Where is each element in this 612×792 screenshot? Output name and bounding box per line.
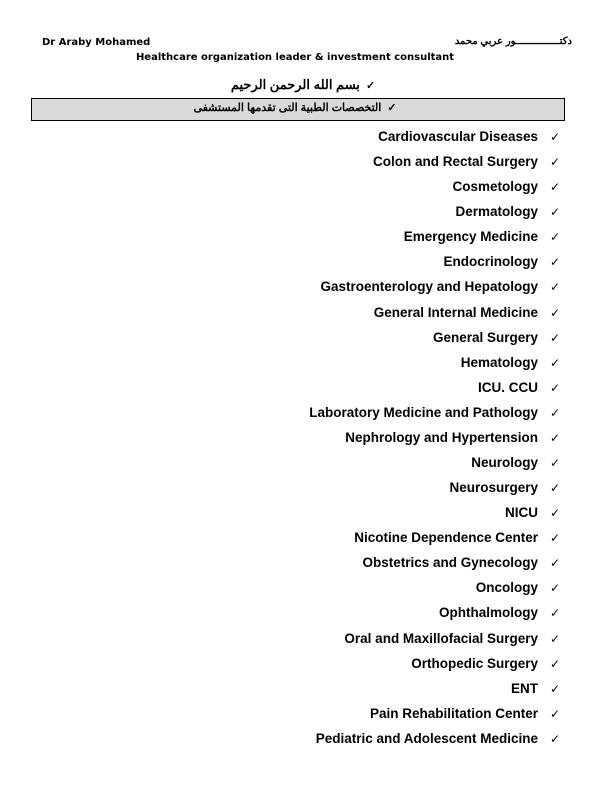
section-title: التخصصات الطبية التى تقدمها المستشفى <box>193 102 382 114</box>
check-icon: ✓ <box>549 430 560 445</box>
specialty-label: Obstetrics and Gynecology <box>362 555 538 571</box>
list-item <box>309 178 560 203</box>
list-item <box>309 730 560 755</box>
list-item <box>309 404 560 429</box>
check-icon: ✓ <box>549 280 560 295</box>
check-icon: ✓ <box>549 556 560 571</box>
list-item <box>309 705 560 730</box>
specialty-label: NICU <box>505 505 538 521</box>
list-item <box>309 655 560 680</box>
specialty-label: Oral and Maxillofacial Surgery <box>344 630 538 646</box>
specialty-label: Hematology <box>460 354 538 370</box>
specialty-label: ENT <box>511 680 538 696</box>
check-icon: ✓ <box>549 330 560 345</box>
specialty-label: Neurology <box>471 455 538 471</box>
specialty-label: Cardiovascular Diseases <box>378 129 538 144</box>
check-icon: ✓ <box>387 102 397 114</box>
list-item <box>309 579 560 604</box>
list-item <box>309 128 560 153</box>
list-item <box>309 680 560 705</box>
list-item <box>309 630 560 655</box>
check-icon: ✓ <box>549 205 560 220</box>
bismillah-text: بسم الله الرحمن الرحيم <box>230 77 360 92</box>
specialty-label: Oncology <box>475 580 538 596</box>
list-item <box>309 379 560 404</box>
list-item <box>309 203 560 228</box>
author-subtitle: Healthcare organization leader & investment consultant <box>135 52 455 63</box>
check-icon: ✓ <box>549 405 560 420</box>
check-icon: ✓ <box>549 581 560 596</box>
specialty-label: Nicotine Dependence Center <box>354 530 538 546</box>
specialty-label: Orthopedic Surgery <box>411 655 538 671</box>
check-icon: ✓ <box>549 681 560 696</box>
specialty-label: Pediatric and Adolescent Medicine <box>315 730 538 746</box>
list-item <box>309 153 560 178</box>
check-icon: ✓ <box>549 606 560 621</box>
list-item <box>309 554 560 579</box>
check-icon: ✓ <box>549 305 560 320</box>
specialty-label: Neurosurgery <box>449 480 538 496</box>
specialty-label: General Internal Medicine <box>373 304 538 320</box>
list-item <box>309 329 560 354</box>
specialty-label: Colon and Rectal Surgery <box>372 154 538 170</box>
specialty-label: General Surgery <box>432 329 538 345</box>
check-icon: ✓ <box>549 456 560 471</box>
specialty-label: Endocrinology <box>443 254 538 270</box>
specialty-label: Cosmetology <box>452 179 538 195</box>
specialty-label: Dermatology <box>455 204 538 220</box>
list-item <box>309 304 560 329</box>
check-icon: ✓ <box>549 255 560 270</box>
check-icon: ✓ <box>549 731 560 746</box>
check-icon: ✓ <box>365 80 376 92</box>
check-icon: ✓ <box>549 506 560 521</box>
list-item <box>309 529 560 554</box>
author-name-arabic: دكتـــــــــــــــور عربي محمد <box>454 36 572 47</box>
check-icon: ✓ <box>549 230 560 245</box>
check-icon: ✓ <box>549 656 560 671</box>
list-item <box>309 604 560 629</box>
check-icon: ✓ <box>549 631 560 646</box>
specialty-label: Ophthalmology <box>439 605 538 621</box>
list-item <box>309 228 560 253</box>
list-item <box>309 454 560 479</box>
specialty-label: Gastroenterology and Hepatology <box>320 279 538 295</box>
check-icon: ✓ <box>549 481 560 496</box>
author-name-english: Dr Araby Mohamed <box>42 37 151 48</box>
check-icon: ✓ <box>549 355 560 370</box>
list-item <box>309 354 560 379</box>
check-icon: ✓ <box>549 130 560 144</box>
specialty-label: Laboratory Medicine and Pathology <box>309 404 538 420</box>
check-icon: ✓ <box>549 180 560 195</box>
list-item <box>309 278 560 303</box>
check-icon: ✓ <box>549 380 560 395</box>
section-title-box <box>31 98 565 121</box>
list-item <box>309 504 560 529</box>
check-icon: ✓ <box>549 706 560 721</box>
specialty-label: Pain Rehabilitation Center <box>369 705 538 721</box>
specialty-label: Nephrology and Hypertension <box>345 429 538 445</box>
specialty-label: Emergency Medicine <box>403 229 538 245</box>
bismillah-line <box>0 77 612 93</box>
specialty-label: ICU. CCU <box>478 379 538 395</box>
list-item <box>309 479 560 504</box>
list-item <box>309 429 560 454</box>
specialties-list <box>309 128 560 755</box>
check-icon: ✓ <box>549 155 560 170</box>
list-item <box>309 253 560 278</box>
check-icon: ✓ <box>549 531 560 546</box>
